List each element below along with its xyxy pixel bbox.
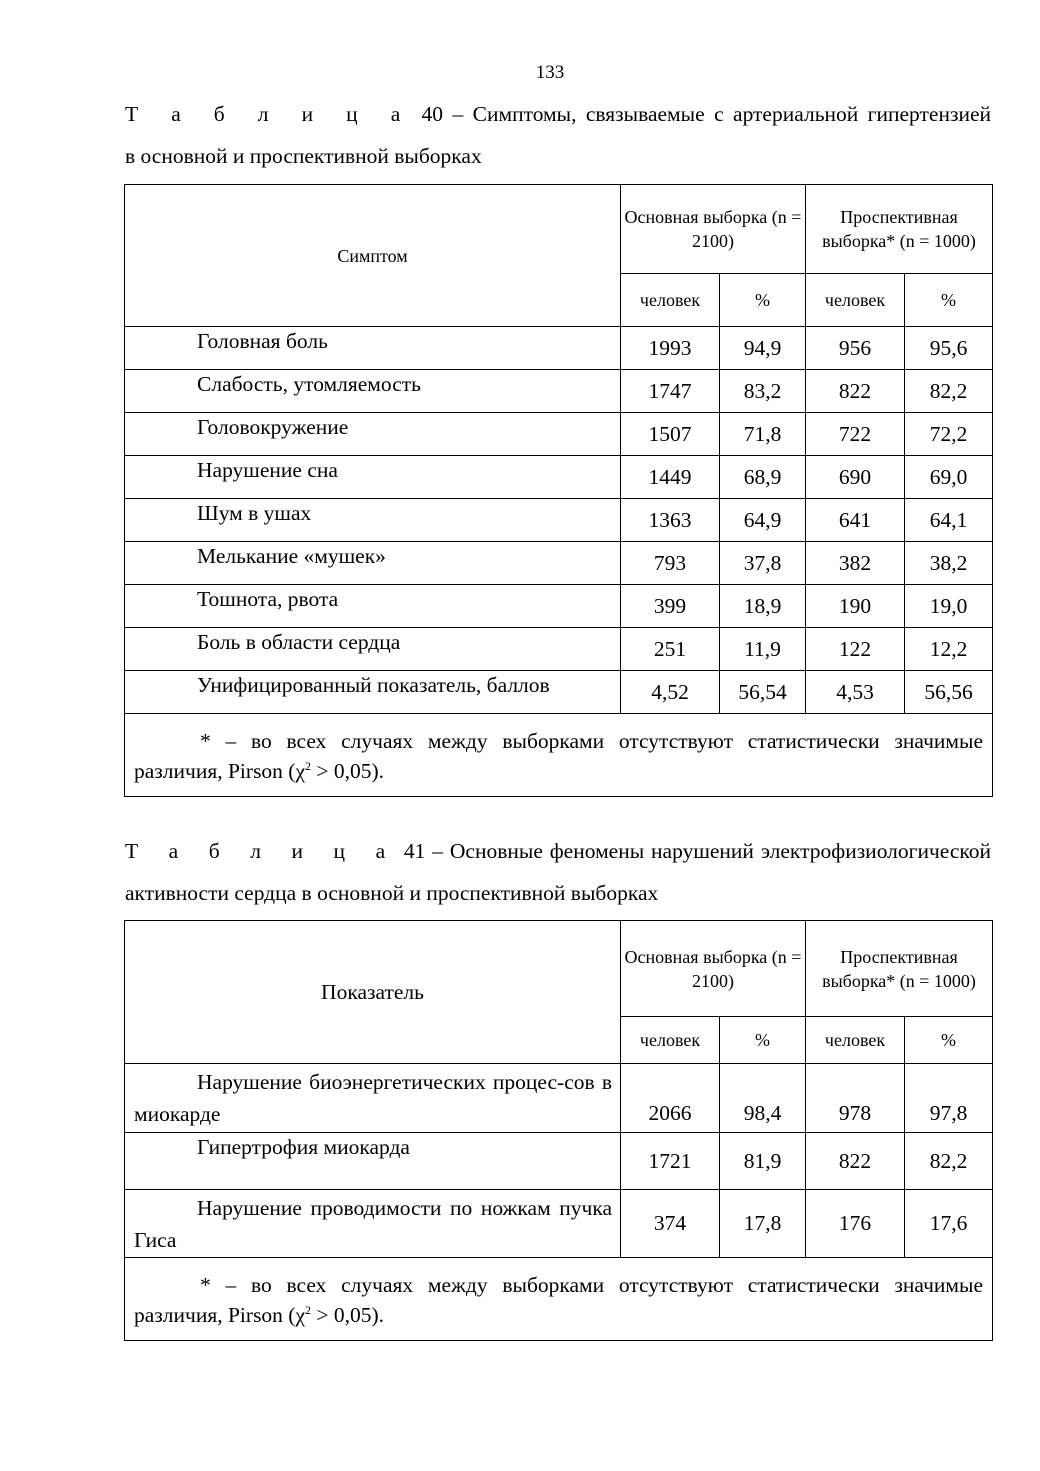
table-row	[125, 1064, 993, 1133]
cell-c2: 956	[806, 327, 905, 370]
table40-sub-people-1: человек	[621, 274, 720, 327]
table41-sub-people-1: человек	[621, 1017, 720, 1064]
cell-c2: 822	[806, 370, 905, 413]
table40-col-header: Симптом	[125, 185, 621, 327]
cell-c2: 822	[806, 1133, 905, 1190]
cell-p2: 82,2	[905, 370, 993, 413]
table41-group2-header: Проспективная выборка* (n = 1000)	[806, 921, 993, 1017]
cell-p2: 82,2	[905, 1133, 993, 1190]
cell-c2: 382	[806, 542, 905, 585]
row-label: Боль в области сердца	[125, 628, 621, 671]
row-label: Головокружение	[125, 413, 621, 456]
cell-p1: 18,9	[720, 585, 806, 628]
table41-group1-header: Основная выборка (n = 2100)	[621, 921, 806, 1017]
row-label: Нарушение проводимости по ножкам пучка Гиса	[125, 1190, 621, 1258]
row-label: Шум в ушах	[125, 499, 621, 542]
cell-p2: 69,0	[905, 456, 993, 499]
cell-p1: 56,54	[720, 671, 806, 714]
table-row	[125, 585, 993, 628]
page-number: 133	[535, 62, 565, 83]
cell-p1: 98,4	[720, 1064, 806, 1133]
cell-p1: 71,8	[720, 413, 806, 456]
cell-p1: 68,9	[720, 456, 806, 499]
cell-p1: 17,8	[720, 1190, 806, 1258]
cell-c1: 793	[621, 542, 720, 585]
row-label: Тошнота, рвота	[125, 585, 621, 628]
cell-c1: 1507	[621, 413, 720, 456]
table-row	[125, 628, 993, 671]
cell-c1: 1993	[621, 327, 720, 370]
cell-c2: 190	[806, 585, 905, 628]
table40-caption	[125, 93, 991, 177]
table-row	[125, 542, 993, 585]
cell-p1: 94,9	[720, 327, 806, 370]
table41-caption-title-cont: активности сердца в основной и проспективной выборках	[125, 881, 659, 905]
cell-c1: 2066	[621, 1064, 720, 1133]
cell-c1: 1747	[621, 370, 720, 413]
table41-col-header: Показатель	[125, 921, 621, 1064]
table-row	[125, 1190, 993, 1258]
cell-c1: 1363	[621, 499, 720, 542]
cell-c1: 1721	[621, 1133, 720, 1190]
row-label: Слабость, утомляемость	[125, 370, 621, 413]
table41-sub-percent-2: %	[905, 1017, 993, 1064]
table41-caption	[125, 830, 991, 914]
row-label: Гипертрофия миокарда	[125, 1133, 621, 1190]
cell-p1: 83,2	[720, 370, 806, 413]
table41-sub-people-2: человек	[806, 1017, 905, 1064]
table-row	[125, 370, 993, 413]
row-label: Унифицированный показатель, баллов	[125, 671, 621, 714]
cell-c1: 374	[621, 1190, 720, 1258]
cell-p1: 64,9	[720, 499, 806, 542]
cell-p2: 38,2	[905, 542, 993, 585]
table-row	[125, 456, 993, 499]
table40-sub-percent-2: %	[905, 274, 993, 327]
cell-p2: 19,0	[905, 585, 993, 628]
table40-caption-title: 40 – Симптомы, связываемые с артериальной гипертензией	[412, 102, 992, 126]
row-label: Нарушение сна	[125, 456, 621, 499]
table40-sub-people-2: человек	[806, 274, 905, 327]
cell-c2: 176	[806, 1190, 905, 1258]
table-row	[125, 327, 993, 370]
cell-p1: 81,9	[720, 1133, 806, 1190]
table40-caption-title-cont: в основной и проспективной выборках	[125, 144, 482, 168]
cell-p2: 72,2	[905, 413, 993, 456]
cell-c2: 722	[806, 413, 905, 456]
cell-c2: 641	[806, 499, 905, 542]
cell-p2: 64,1	[905, 499, 993, 542]
table41	[124, 920, 993, 1341]
cell-p2: 95,6	[905, 327, 993, 370]
table41-sub-percent-1: %	[720, 1017, 806, 1064]
table-row	[125, 413, 993, 456]
table40-footnote: * – во всех случаях между выборками отсутствуют статистически значимые различия, Pirson $(\chi^2 > 0,05)$.	[125, 714, 993, 797]
cell-c1: 251	[621, 628, 720, 671]
table40-sub-percent-1: %	[720, 274, 806, 327]
table40	[124, 184, 993, 797]
table-row	[125, 1133, 993, 1190]
table41-caption-title: 41 – Основные феномены нарушений электрофизиологической	[396, 839, 992, 863]
row-label: Нарушение биоэнергетических процес-сов в миокарде	[125, 1064, 621, 1133]
cell-p2: 56,56	[905, 671, 993, 714]
cell-c1: 399	[621, 585, 720, 628]
cell-c2: 690	[806, 456, 905, 499]
table40-caption-label: Т а б л и ц а	[125, 102, 413, 126]
table41-caption-label: Т а б л и ц а	[125, 839, 397, 863]
cell-c2: 122	[806, 628, 905, 671]
cell-c2: 4,53	[806, 671, 905, 714]
cell-p2: 97,8	[905, 1064, 993, 1133]
table40-group2-header: Проспективная выборка* (n = 1000)	[806, 185, 993, 274]
cell-c1: 4,52	[621, 671, 720, 714]
cell-c1: 1449	[621, 456, 720, 499]
cell-p1: 11,9	[720, 628, 806, 671]
row-label: Головная боль	[125, 327, 621, 370]
cell-c2: 978	[806, 1064, 905, 1133]
table-row	[125, 671, 993, 714]
cell-p1: 37,8	[720, 542, 806, 585]
table-row	[125, 499, 993, 542]
cell-p2: 17,6	[905, 1190, 993, 1258]
table41-footnote: * – во всех случаях между выборками отсутствуют статистически значимые различия, Pirson $(\chi^2 > 0,05)$.	[125, 1258, 993, 1341]
row-label: Мелькание «мушек»	[125, 542, 621, 585]
cell-p2: 12,2	[905, 628, 993, 671]
table40-group1-header: Основная выборка (n = 2100)	[621, 185, 806, 274]
